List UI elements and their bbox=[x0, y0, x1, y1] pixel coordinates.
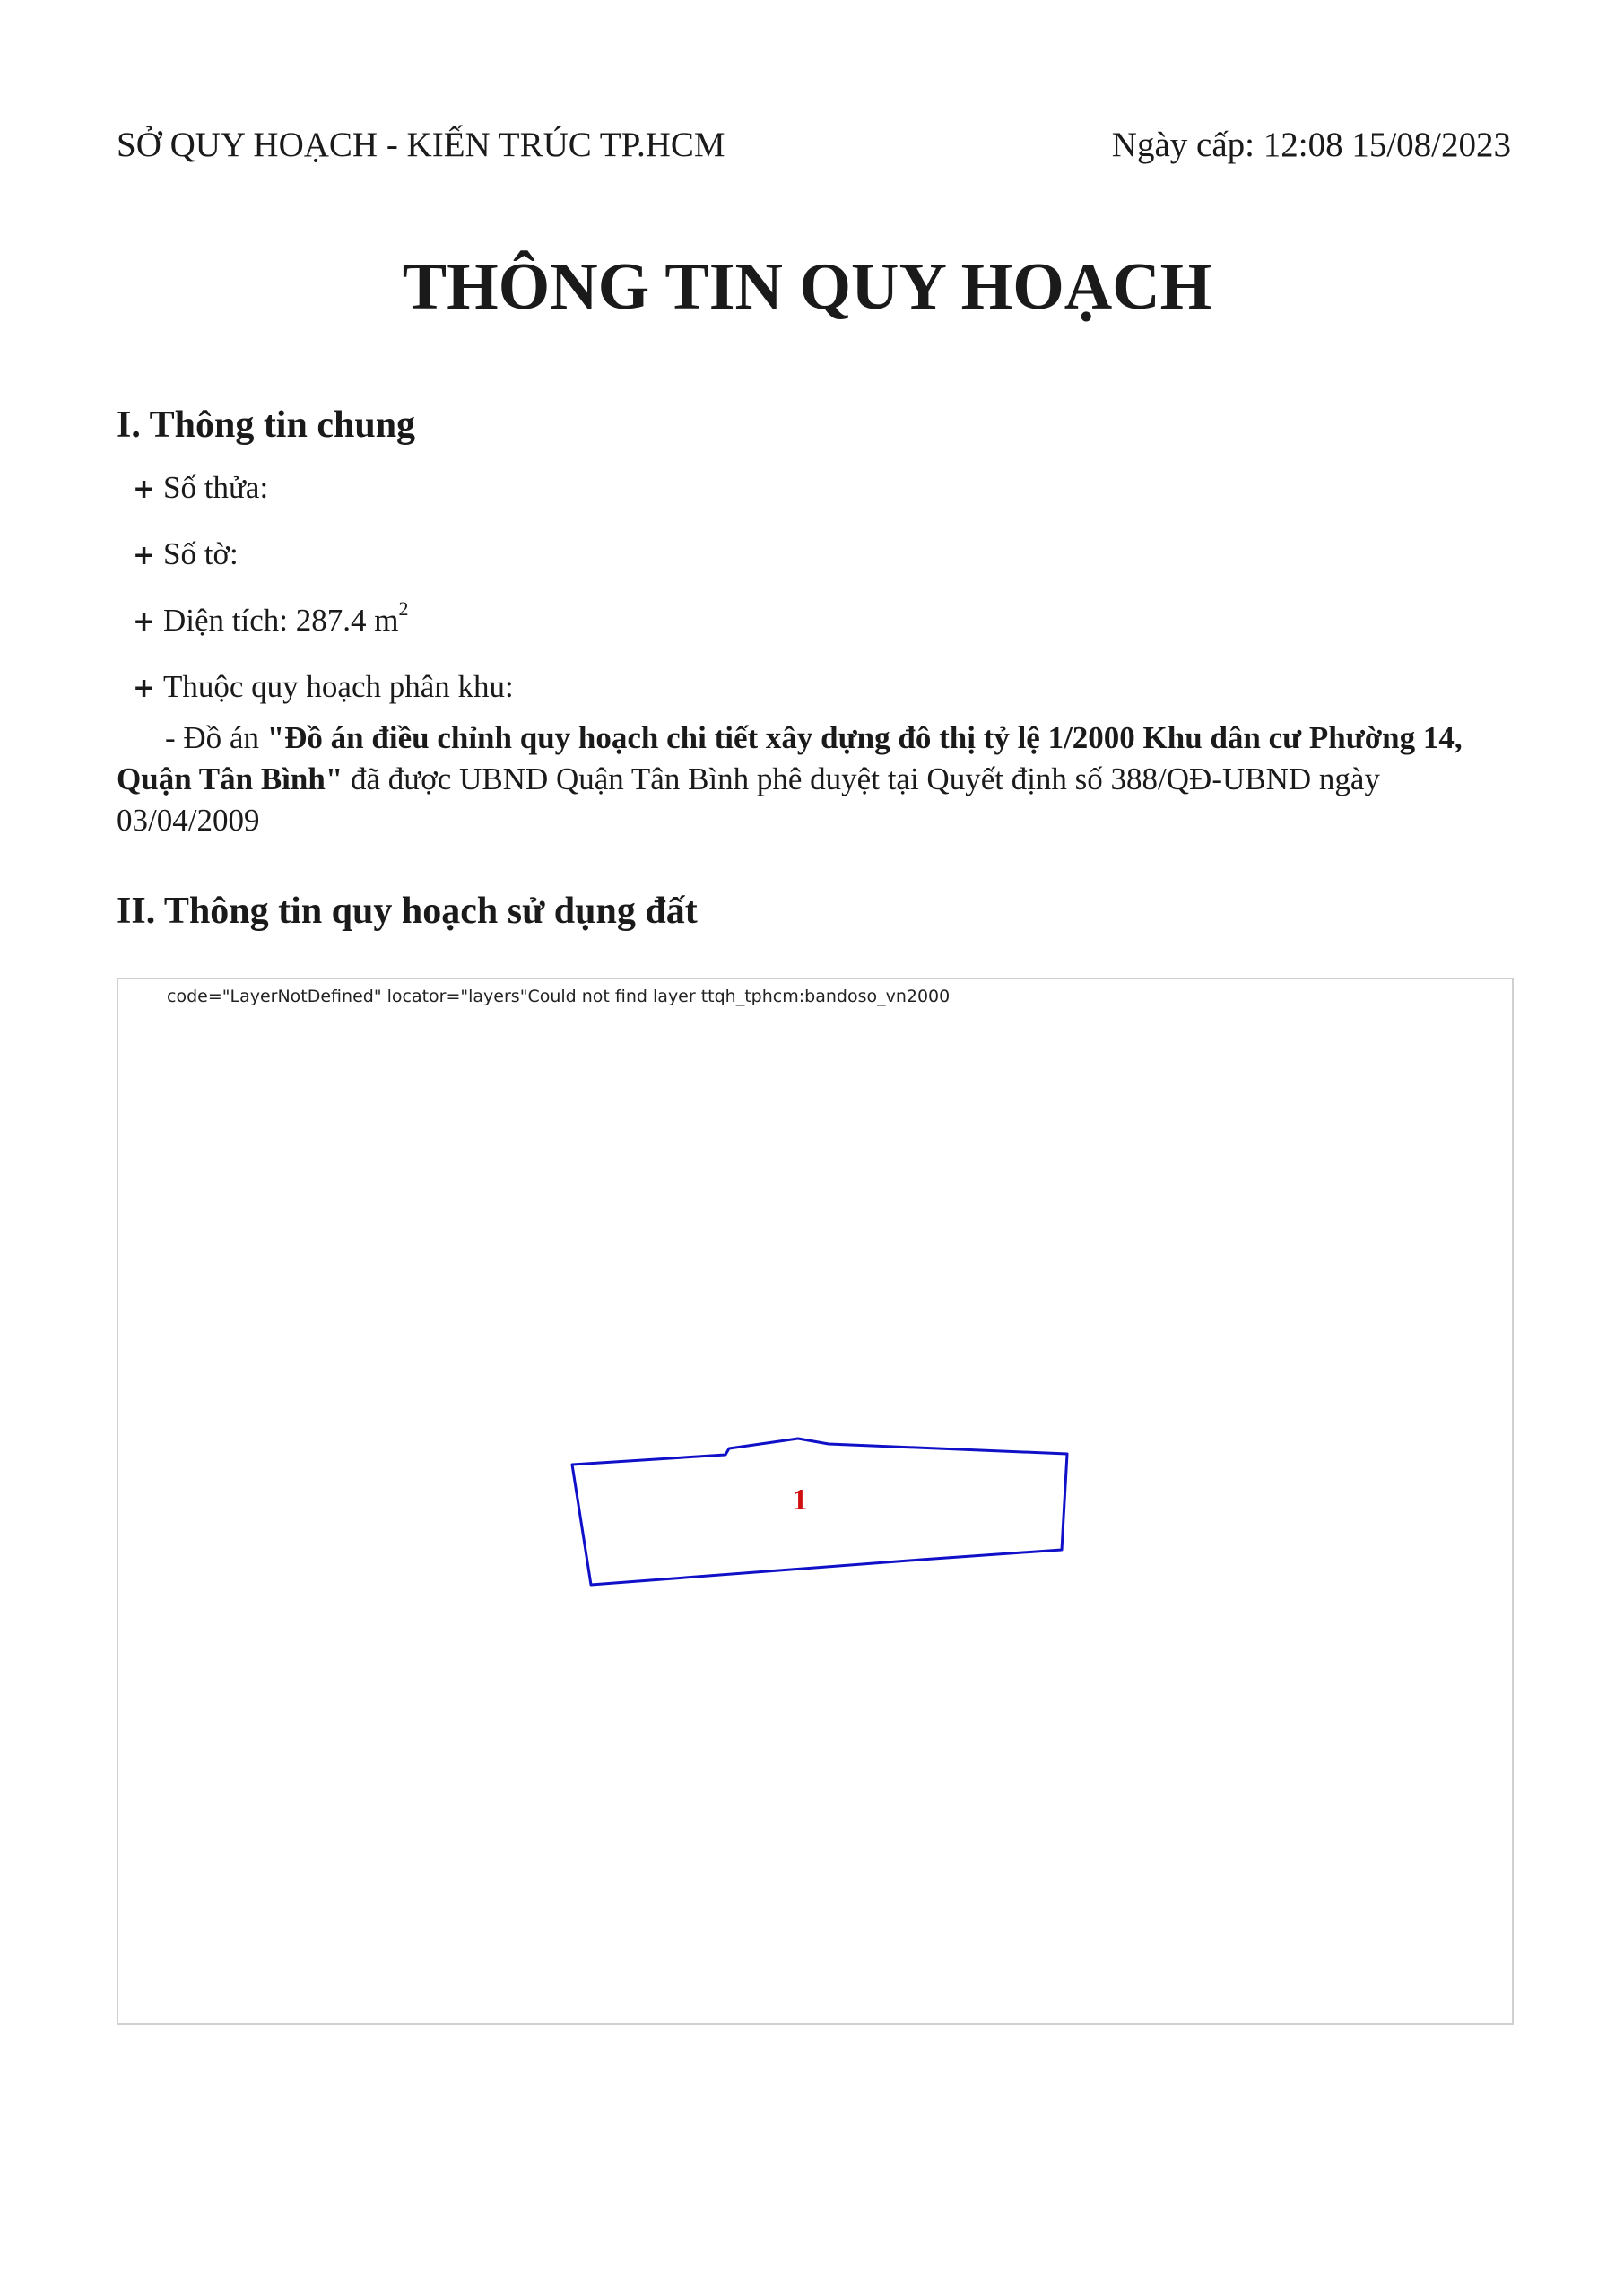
plan-name: "Đồ án điều chỉnh quy hoạch chi tiết xây dựng đô thị tỷ lệ 1/2000 Khu dân cư Phường 14, Quận Tân Bình" bbox=[117, 720, 1463, 796]
issue-date-value: 12:08 15/08/2023 bbox=[1263, 126, 1511, 164]
area-unit: m bbox=[374, 603, 399, 638]
plan-approval: đã được UBND Quận Tân Bình phê duyệt tại Quyết định số 388/QĐ-UBND ngày 03/04/2009 bbox=[117, 761, 1380, 838]
plus-bullet-icon: + bbox=[133, 540, 156, 571]
area-value: 287.4 bbox=[295, 603, 367, 638]
plan-prefix: - Đồ án bbox=[165, 720, 259, 755]
issue-date bbox=[1112, 124, 1511, 167]
sheet-number-row bbox=[133, 535, 239, 576]
plus-bullet-icon: + bbox=[133, 474, 156, 505]
plus-bullet-icon: + bbox=[133, 673, 156, 704]
issue-date-label: Ngày cấp: bbox=[1111, 126, 1255, 164]
parcel-number-row bbox=[133, 468, 268, 509]
parcel-number-label: Số thửa: bbox=[163, 470, 269, 505]
area-row bbox=[133, 597, 409, 642]
plan-description bbox=[117, 718, 1515, 841]
zone-label: Thuộc quy hoạch phân khu: bbox=[163, 669, 514, 704]
area-unit-exponent: 2 bbox=[398, 597, 409, 621]
section-general-info-heading: I. Thông tin chung bbox=[117, 404, 416, 446]
sheet-number-label: Số tờ: bbox=[163, 536, 239, 571]
parcel-outline[interactable] bbox=[572, 1439, 1067, 1585]
parcel-number-label: 1 bbox=[792, 1483, 808, 1517]
document-title: THÔNG TIN QUY HOẠCH bbox=[402, 250, 1212, 324]
section-land-use-heading: II. Thông tin quy hoạch sử dụng đất bbox=[117, 891, 698, 932]
map-canvas bbox=[118, 979, 1512, 2023]
land-use-map[interactable] bbox=[117, 978, 1514, 2025]
area-label: Diện tích: bbox=[163, 603, 288, 638]
plus-bullet-icon: + bbox=[133, 606, 156, 638]
zone-row bbox=[133, 667, 514, 709]
agency-name: SỞ QUY HOẠCH - KIẾN TRÚC TP.HCM bbox=[117, 126, 725, 164]
map-error-message: code="LayerNotDefined" locator="layers"Could not find layer ttqh_tphcm:bandoso_vn2000 bbox=[167, 987, 951, 1006]
